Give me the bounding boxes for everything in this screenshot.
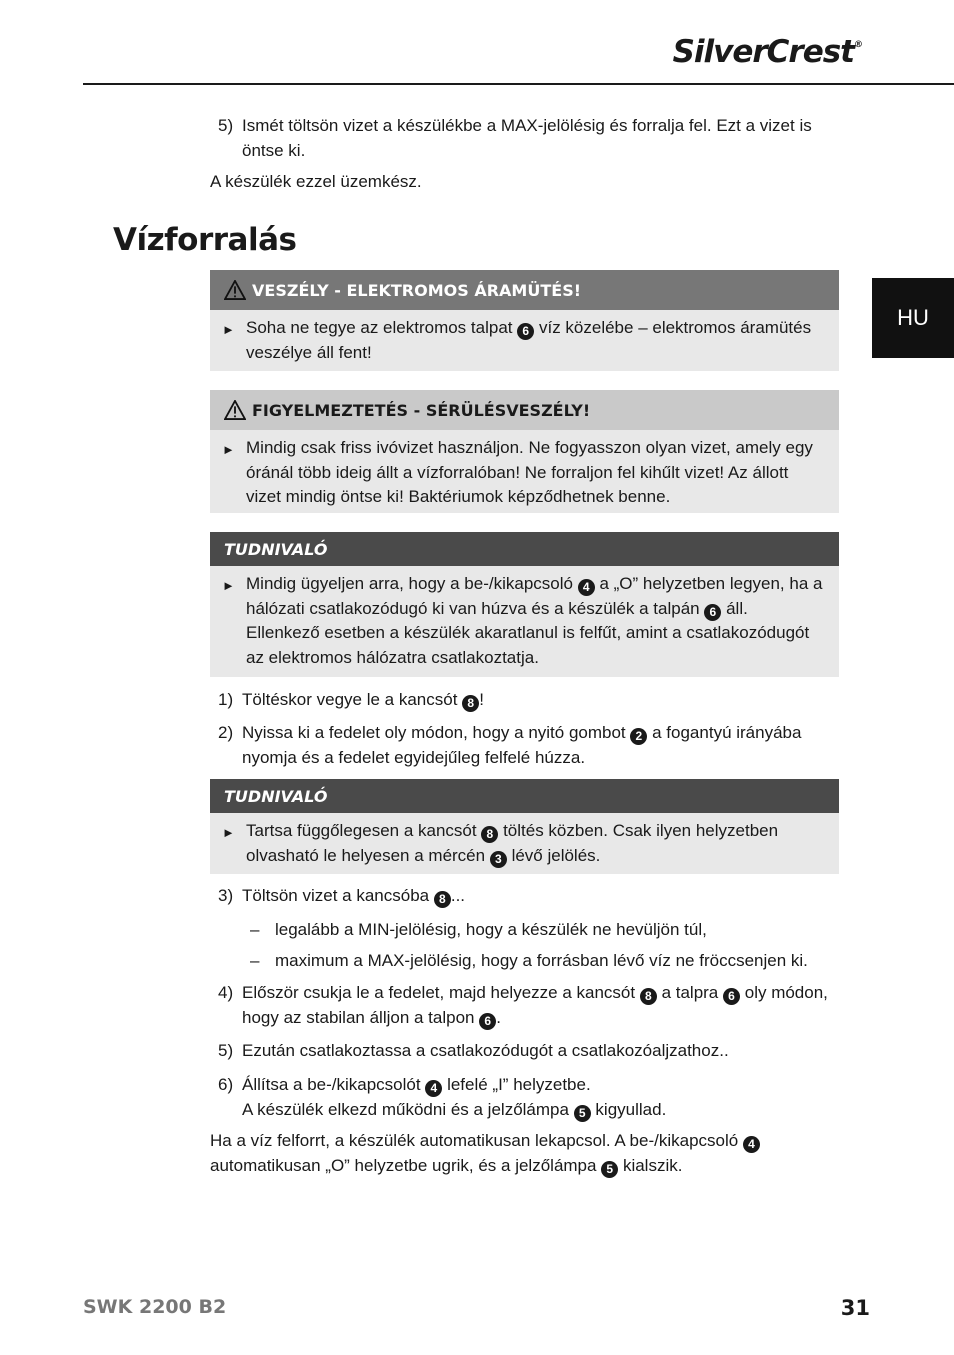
note-box-2 — [210, 779, 839, 874]
dash-item: – maximum a MAX-jelölésig, hogy a forrásban lévő víz ne fröccsenjen ki. — [250, 951, 808, 970]
bullet-arrow-icon: ► — [222, 825, 235, 840]
callout-badge: 8 — [640, 988, 657, 1005]
callout-badge: 8 — [462, 695, 479, 712]
callout-badge: 8 — [481, 826, 498, 843]
note-header: TUDNIVALÓ — [210, 532, 839, 566]
ready-text: A készülék ezzel üzemkész. — [210, 172, 422, 191]
warning-triangle-icon — [224, 400, 246, 420]
bullet-arrow-icon: ► — [222, 442, 235, 457]
callout-badge: 6 — [479, 1013, 496, 1030]
note-box-1 — [210, 532, 839, 677]
page-number: 31 — [840, 1296, 870, 1320]
danger-body: ► Soha ne tegye az elektromos talpat 6 víz közelébe – elektromos áramütés veszélye áll fent! — [222, 318, 812, 362]
header-rule — [83, 83, 954, 85]
note-body: ► Tartsa függőlegesen a kancsót 8 töltés közben. Csak ilyen helyzetben olvasható le helyesen a mércén 3 lévő jelölés. — [222, 821, 779, 866]
danger-header: VESZÉLY - ELEKTROMOS ÁRAMÜTÉS! — [210, 270, 839, 310]
warning-box — [210, 390, 839, 513]
callout-badge: 6 — [723, 988, 740, 1005]
warning-body: ► Mindig csak friss ivóvizet használjon. Ne fogyasszon olyan vizet, amely egy óránál több ideig állt a vízforralóban! Ne forraljon fel kihűlt vizet! Az állott vizet mindig öntse ki! Baktériumok képződhetnek benne. — [222, 438, 813, 506]
step-3: 3) Töltsön vizet a kancsóba 8 ... — [218, 886, 466, 906]
step-4: 4) Először csukja le a fedelet, majd helyezze a kancsót 8 a talpra 6 oly módon, hogy az stabilan álljon a talpon 6 . — [218, 983, 828, 1028]
note-header: TUDNIVALÓ — [210, 779, 839, 813]
bullet-arrow-icon: ► — [222, 578, 235, 593]
callout-badge: 6 — [704, 604, 721, 621]
step-2: 2) Nyissa ki a fedelet oly módon, hogy a nyitó gombot 2 a fogantyú irányába nyomja és a fedelet egyidejűleg felfelé húzza. — [218, 723, 802, 767]
callout-badge: 5 — [574, 1105, 591, 1122]
note-body: ► Mindig ügyeljen arra, hogy a be-/kikapcsoló 4 a „O” helyzetben legyen, ha a hálózati csatlakozódugó ki van húzva és a készülék a talpán 6 áll. Ellenkező esetben a készülék akaratlanul is felfűt, amint a csatlakozódugót az elektromos hálózatra csatlakoztatja. — [222, 574, 823, 667]
dash-item: – legalább a MIN-jelölésig, hogy a készülék ne hevüljön túl, — [250, 920, 707, 939]
warning-header: FIGYELMEZTETÉS - SÉRÜLÉSVESZÉLY! — [210, 390, 839, 430]
bullet-arrow-icon: ► — [222, 322, 235, 337]
callout-badge: 4 — [425, 1080, 442, 1097]
callout-badge: 4 — [743, 1136, 760, 1153]
step-5: 5) Ezután csatlakoztassa a csatlakozódugót a csatlakozóaljzathoz.. — [218, 1041, 729, 1060]
step-1: 1) Töltéskor vegye le a kancsót 8 ! — [218, 690, 484, 710]
intro-step-5: 5) Ismét töltsön vizet a készülékbe a MAX-jelölésig és forralja fel. Ezt a vizet is öntse ki. — [218, 116, 812, 160]
warning-triangle-icon — [224, 280, 246, 300]
danger-box — [210, 270, 839, 371]
brand-logo: SilverCrest® — [672, 34, 862, 70]
callout-badge: 6 — [517, 323, 534, 340]
closing-text: Ha a víz felforrt, a készülék automatikusan lekapcsol. A be-/kikapcsoló 4 automatikusan „O” helyzetbe ugrik, és a jelzőlámpa 5 kialszik. — [210, 1129, 840, 1178]
footer-model: SWK 2200 B2 — [83, 1296, 227, 1318]
callout-badge: 8 — [434, 891, 451, 908]
callout-badge: 3 — [490, 851, 507, 868]
step-6: 6) Állítsa a be-/kikapcsolót 4 lefelé „I” helyzetbe. A készülék elkezd működni és a jelzőlámpa 5 kigyullad. — [218, 1075, 667, 1120]
callout-badge: 2 — [630, 728, 647, 745]
language-tab: HU — [872, 278, 954, 358]
callout-badge: 4 — [578, 579, 595, 596]
section-title: Vízforralás — [113, 222, 297, 258]
callout-badge: 5 — [601, 1161, 618, 1178]
